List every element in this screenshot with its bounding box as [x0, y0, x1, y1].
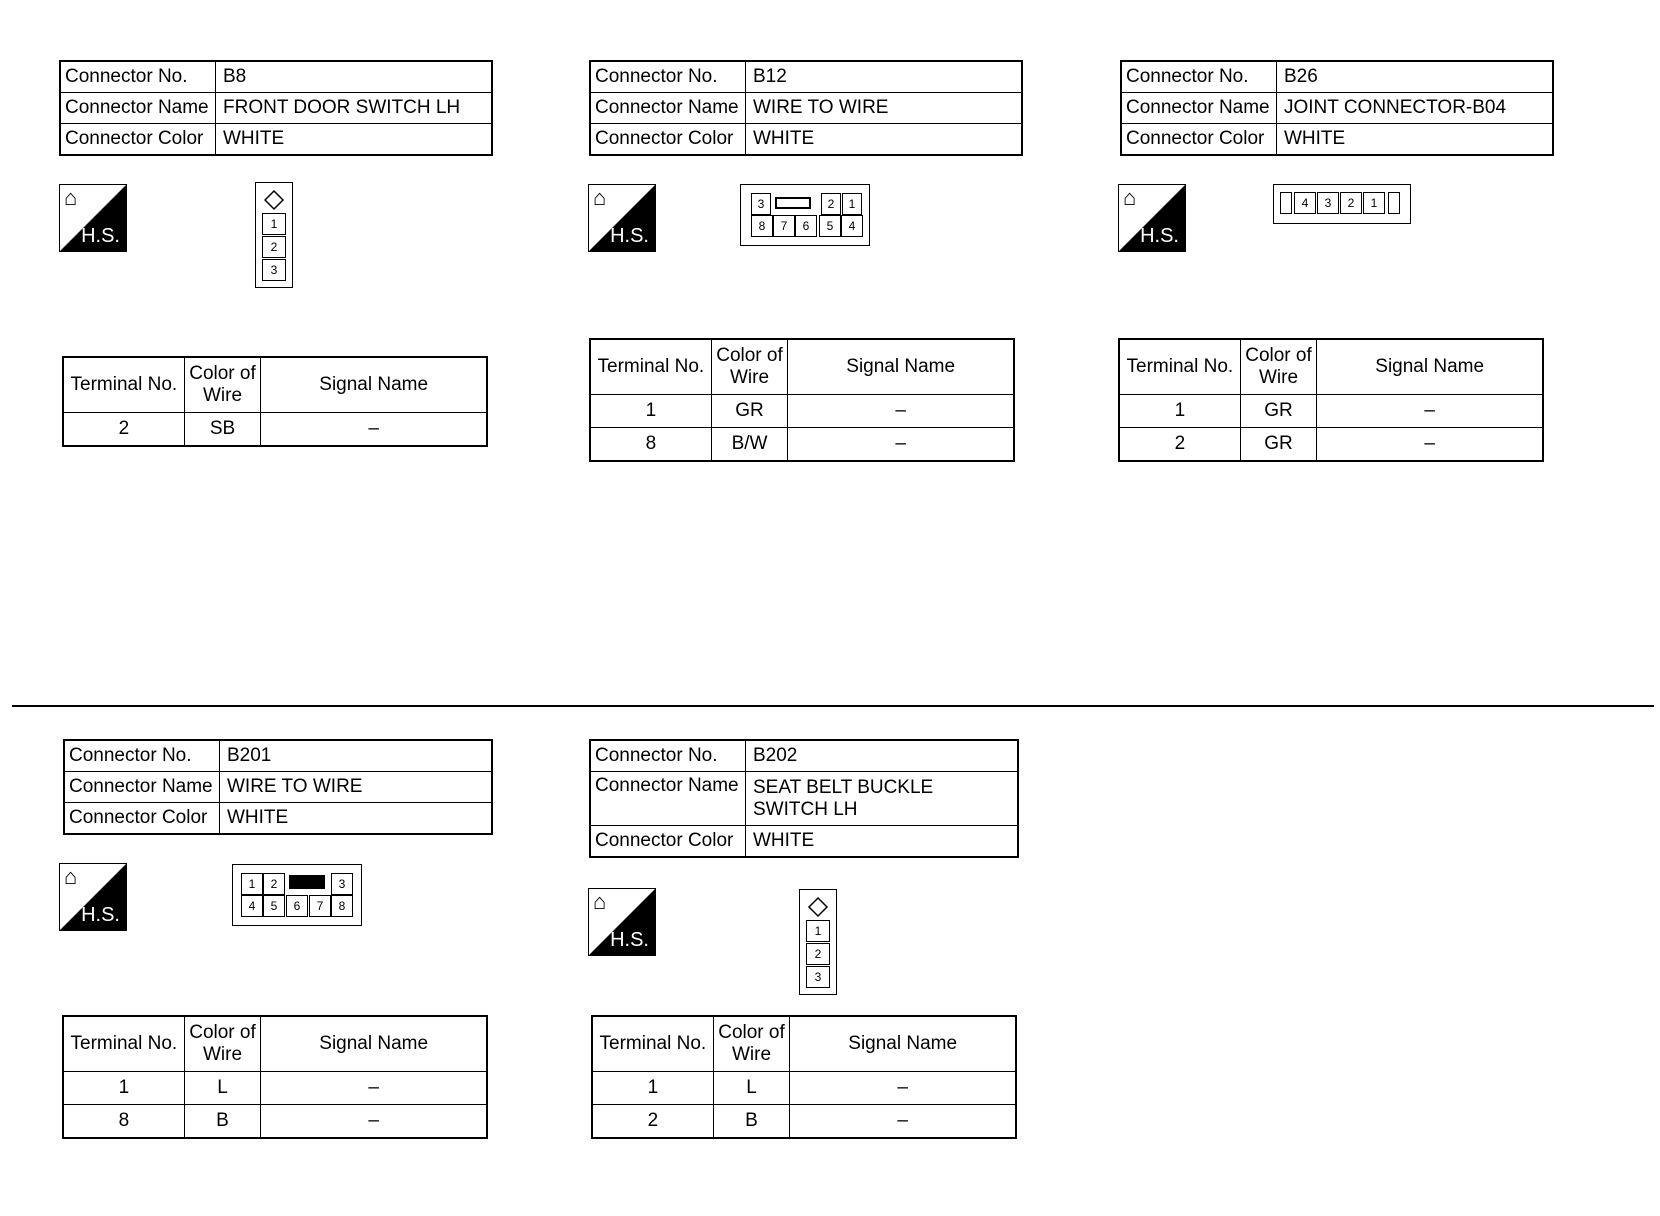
connector-no-value: B8: [216, 61, 493, 93]
connector-color-value: WHITE: [746, 826, 1019, 858]
hs-label: H.S.: [81, 225, 120, 247]
wire-color-cell: B: [184, 1105, 261, 1139]
harness-side-connector-icon: ⌂: [593, 185, 607, 210]
terminal-no-header: Terminal No.: [63, 1016, 184, 1072]
signal-name-cell: –: [790, 1072, 1016, 1105]
connector-no-label: Connector No.: [1121, 61, 1277, 93]
connector-name-label: Connector Name: [590, 93, 746, 124]
connector-no-value: B201: [220, 740, 493, 772]
table-row: [590, 428, 1014, 462]
terminal-cell: 1: [63, 1072, 184, 1105]
connector-pin: 1: [842, 193, 862, 215]
hs-label: H.S.: [610, 225, 649, 247]
terminal-cell: 1: [590, 395, 711, 428]
connector-info-table-b201: [63, 739, 493, 835]
connector-pin: 1: [1363, 192, 1385, 214]
harness-side-connector-icon: ⌂: [64, 185, 78, 210]
connector-no-label: Connector No.: [590, 740, 746, 772]
connector-pin: 5: [819, 215, 841, 237]
signal-name-header: Signal Name: [790, 1016, 1016, 1072]
terminal-no-header: Terminal No.: [592, 1016, 713, 1072]
terminal-no-header: Terminal No.: [590, 339, 711, 395]
signal-name-cell: –: [788, 395, 1014, 428]
terminal-no-header: Terminal No.: [1119, 339, 1240, 395]
wire-color-header: Color of Wire: [711, 339, 788, 395]
terminal-cell: 8: [63, 1105, 184, 1139]
connector-pin: 3: [751, 193, 771, 215]
connector-pin: 2: [262, 236, 286, 258]
connector-name-label: Connector Name: [590, 772, 746, 826]
connector-name-value: SEAT BELT BUCKLE SWITCH LH: [746, 772, 1019, 826]
terminal-no-header: Terminal No.: [63, 357, 184, 413]
connector-pin: 2: [821, 193, 841, 215]
connector-pin: 7: [309, 895, 331, 917]
connector-name-value: FRONT DOOR SWITCH LH: [216, 93, 493, 124]
wire-color-header: Color of Wire: [1240, 339, 1317, 395]
hs-badge-icon: [1118, 184, 1186, 252]
hs-badge-icon: [59, 184, 127, 252]
wire-color-header: Color of Wire: [713, 1016, 790, 1072]
terminal-cell: 2: [63, 413, 184, 447]
connector-color-label: Connector Color: [60, 124, 216, 156]
connector-name-label: Connector Name: [64, 772, 220, 803]
connector-color-label: Connector Color: [1121, 124, 1277, 156]
connector-no-value: B12: [746, 61, 1023, 93]
connector-color-value: WHITE: [216, 124, 493, 156]
connector-face-b12: [740, 184, 870, 246]
wire-color-cell: SB: [184, 413, 261, 447]
connector-pin: 4: [841, 215, 863, 237]
connector-color-label: Connector Color: [590, 124, 746, 156]
connector-end-tab-icon: [1280, 192, 1292, 214]
wire-color-cell: L: [713, 1072, 790, 1105]
connector-pin: 3: [806, 966, 830, 988]
signal-name-header: Signal Name: [261, 1016, 487, 1072]
signal-name-header: Signal Name: [1317, 339, 1543, 395]
signal-name-cell: –: [261, 1072, 487, 1105]
wire-color-header: Color of Wire: [184, 1016, 261, 1072]
connector-pin: 4: [241, 895, 263, 917]
terminal-table-b202: [591, 1015, 1017, 1139]
signal-name-cell: –: [261, 1105, 487, 1139]
connector-face-b26: [1273, 184, 1411, 224]
wire-color-cell: B/W: [711, 428, 788, 462]
connector-color-value: WHITE: [1277, 124, 1554, 156]
connector-pin: 4: [1294, 192, 1316, 214]
connector-end-tab-icon: [1388, 192, 1400, 214]
connector-no-label: Connector No.: [60, 61, 216, 93]
hs-badge-icon: [588, 184, 656, 252]
connector-pin: 3: [1317, 192, 1339, 214]
hs-label: H.S.: [1140, 225, 1179, 247]
connector-no-label: Connector No.: [64, 740, 220, 772]
table-row: [592, 1105, 1016, 1139]
terminal-cell: 1: [1119, 395, 1240, 428]
signal-name-header: Signal Name: [261, 357, 487, 413]
signal-name-cell: –: [261, 413, 487, 447]
connector-pin: 1: [262, 213, 286, 235]
connector-pin: 3: [262, 259, 286, 281]
connector-pin: 1: [806, 920, 830, 942]
connector-latch-icon: [775, 197, 811, 209]
connector-pin: 6: [795, 215, 817, 237]
connector-face-b8: [255, 182, 293, 288]
terminal-cell: 2: [592, 1105, 713, 1139]
connector-pin: 1: [241, 873, 263, 895]
connector-face-b202: [799, 889, 837, 995]
hs-label: H.S.: [610, 929, 649, 951]
connector-color-value: WHITE: [220, 803, 493, 835]
connector-no-label: Connector No.: [590, 61, 746, 93]
connector-pin: 7: [773, 215, 795, 237]
connector-name-label: Connector Name: [60, 93, 216, 124]
signal-name-cell: –: [1317, 428, 1543, 462]
terminal-cell: 2: [1119, 428, 1240, 462]
connector-info-table-b12: [589, 60, 1023, 156]
terminal-table-b201: [62, 1015, 488, 1139]
terminal-table-b26: [1118, 338, 1544, 462]
harness-side-connector-icon: ⌂: [593, 889, 607, 914]
terminal-cell: 8: [590, 428, 711, 462]
connector-info-table-b202: [589, 739, 1019, 858]
connector-name-value: WIRE TO WIRE: [220, 772, 493, 803]
table-row: [1119, 395, 1543, 428]
terminal-cell: 1: [592, 1072, 713, 1105]
harness-side-connector-icon: ⌂: [64, 864, 78, 889]
table-row: [592, 1072, 1016, 1105]
hs-badge-icon: [588, 888, 656, 956]
connector-pin: 5: [263, 895, 285, 917]
section-divider: [12, 705, 1654, 707]
table-row: [63, 1105, 487, 1139]
connector-name-value: JOINT CONNECTOR-B04: [1277, 93, 1554, 124]
wire-color-header: Color of Wire: [184, 357, 261, 413]
connector-color-label: Connector Color: [590, 826, 746, 858]
connector-name-value: WIRE TO WIRE: [746, 93, 1023, 124]
harness-side-connector-icon: ⌂: [1123, 185, 1137, 210]
signal-name-cell: –: [790, 1105, 1016, 1139]
connector-info-table-b26: [1120, 60, 1554, 156]
connector-pin: 2: [263, 873, 285, 895]
table-row: [590, 395, 1014, 428]
connector-pin: 2: [806, 943, 830, 965]
connector-face-b201: [232, 864, 362, 926]
wire-color-cell: GR: [1240, 395, 1317, 428]
terminal-table-b8: [62, 356, 488, 447]
signal-name-cell: –: [788, 428, 1014, 462]
connector-name-label: Connector Name: [1121, 93, 1277, 124]
hs-badge-icon: [59, 863, 127, 931]
connector-pin: 8: [751, 215, 773, 237]
wire-color-cell: B: [713, 1105, 790, 1139]
connector-lock-icon: [806, 896, 830, 918]
connector-pin: 6: [286, 895, 308, 917]
connector-info-table-b8: [59, 60, 493, 156]
wire-color-cell: GR: [711, 395, 788, 428]
terminal-table-b12: [589, 338, 1015, 462]
connector-lock-icon: [262, 189, 286, 211]
table-row: [63, 1072, 487, 1105]
connector-pin: 8: [331, 895, 353, 917]
signal-name-header: Signal Name: [788, 339, 1014, 395]
signal-name-cell: –: [1317, 395, 1543, 428]
connector-no-value: B202: [746, 740, 1019, 772]
connector-latch-icon: [289, 875, 325, 889]
connector-color-value: WHITE: [746, 124, 1023, 156]
connector-no-value: B26: [1277, 61, 1554, 93]
connector-pin: 2: [1340, 192, 1362, 214]
table-row: [63, 413, 487, 447]
wire-color-cell: L: [184, 1072, 261, 1105]
table-row: [1119, 428, 1543, 462]
hs-label: H.S.: [81, 904, 120, 926]
connector-color-label: Connector Color: [64, 803, 220, 835]
wire-color-cell: GR: [1240, 428, 1317, 462]
connector-pin: 3: [331, 873, 353, 895]
